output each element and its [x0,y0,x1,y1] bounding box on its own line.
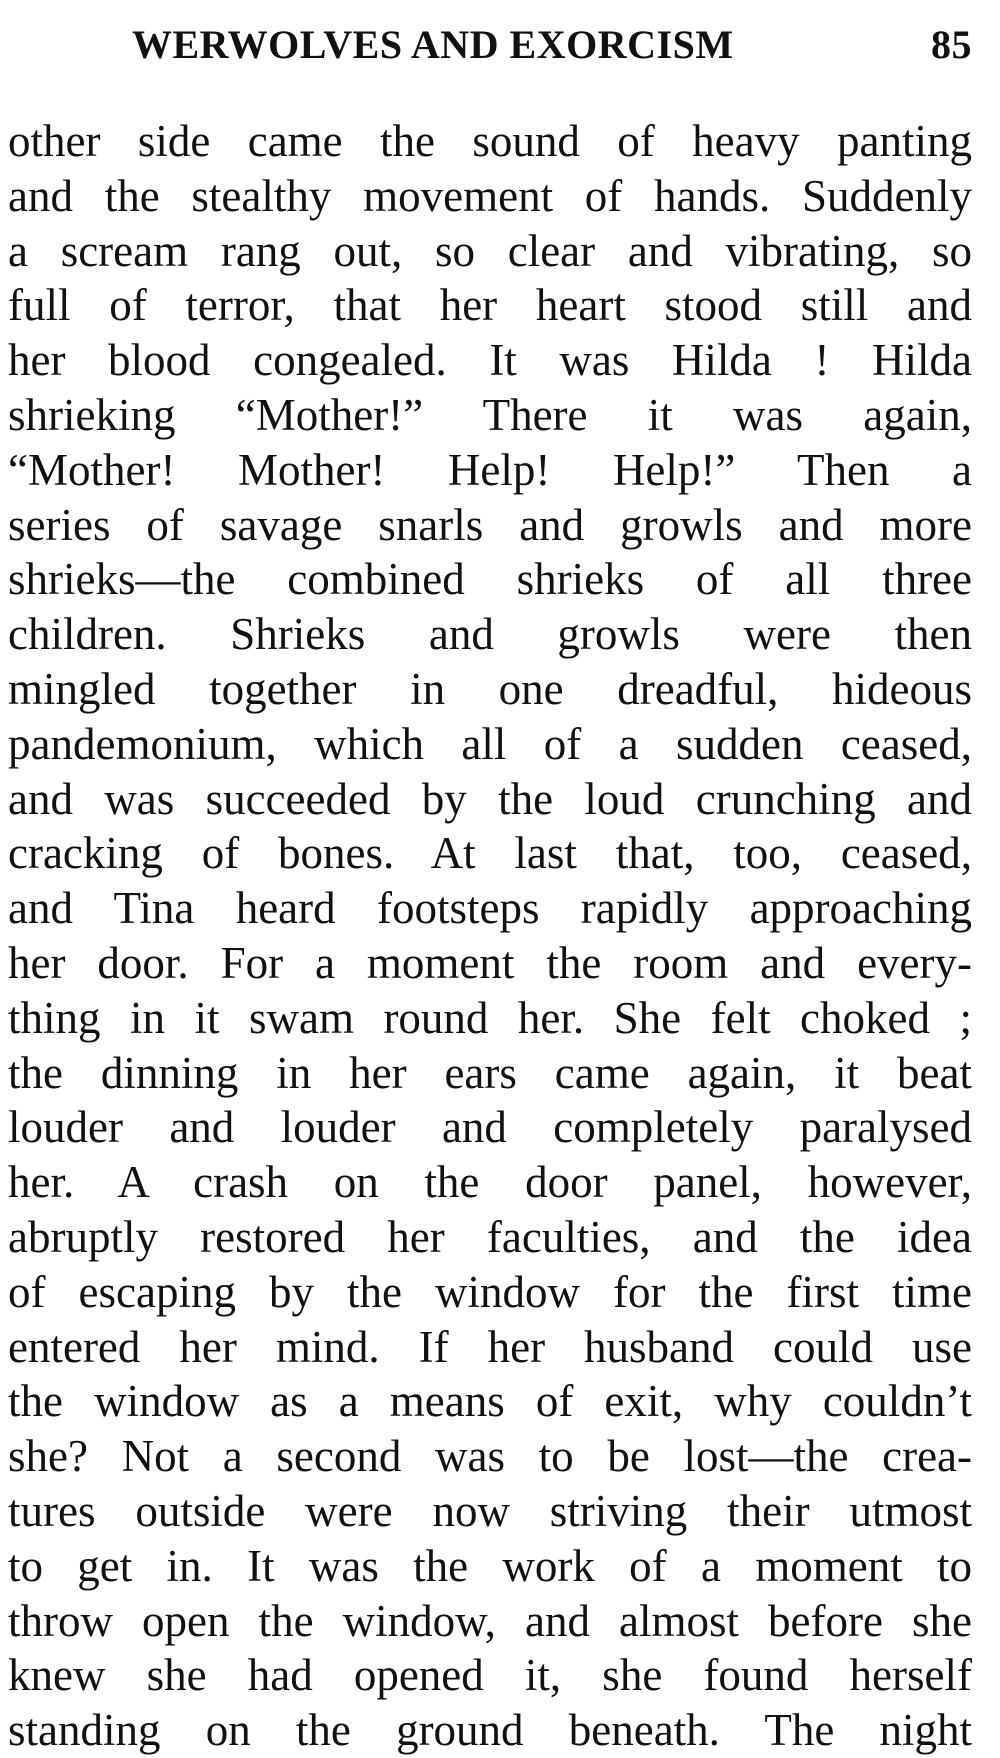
page-number: 85 [931,22,972,67]
text-line: the window as a means of exit, why couldn’t [8,1376,972,1427]
text-line: her. A crash on the door panel, however, [8,1157,972,1208]
text-line: and the stealthy movement of hands. Suddenly [8,170,972,221]
text-line: louder and louder and completely paralysed [8,1102,972,1153]
running-head [132,22,972,68]
text-line: to get in. It was the work of a moment to [8,1540,972,1591]
text-line: standing on the ground beneath. The night [8,1705,972,1756]
text-line: tures outside were now striving their utmost [8,1485,972,1536]
text-line: throw open the window, and almost before she [8,1595,972,1646]
text-line: and Tina heard footsteps rapidly approaching [8,883,972,934]
text-line: she? Not a second was to be lost—the crea- [8,1431,972,1482]
text-line: “Mother! Mother! Help! Help!” Then a [8,444,972,495]
text-line: the dinning in her ears came again, it beat [8,1047,972,1098]
text-line: children. Shrieks and growls were then [8,609,972,660]
running-title: WERWOLVES AND EXORCISM [132,22,734,67]
text-line: her blood congealed. It was Hilda ! Hilda [8,335,972,386]
text-line: entered her mind. If her husband could use [8,1321,972,1372]
text-line: shrieks—the combined shrieks of all three [8,554,972,605]
text-line: knew she had opened it, she found herself [8,1650,972,1701]
text-line: pandemonium, which all of a sudden ceased, [8,718,972,769]
text-line: series of savage snarls and growls and more [8,499,972,550]
text-line: a scream rang out, so clear and vibrating, so [8,225,972,276]
text-line: cracking of bones. At last that, too, ceased, [8,828,972,879]
text-line: her door. For a moment the room and every- [8,937,972,988]
text-line: of escaping by the window for the first time [8,1266,972,1317]
text-line: thing in it swam round her. She felt choked ; [8,992,972,1043]
text-line: abruptly restored her faculties, and the idea [8,1211,972,1262]
text-line: full of terror, that her heart stood still and [8,280,972,331]
text-line: mingled together in one dreadful, hideous [8,663,972,714]
text-line: shrieking “Mother!” There it was again, [8,389,972,440]
body-text [8,114,972,1758]
text-line: other side came the sound of heavy panting [8,116,972,166]
text-line: and was succeeded by the loud crunching and [8,773,972,824]
